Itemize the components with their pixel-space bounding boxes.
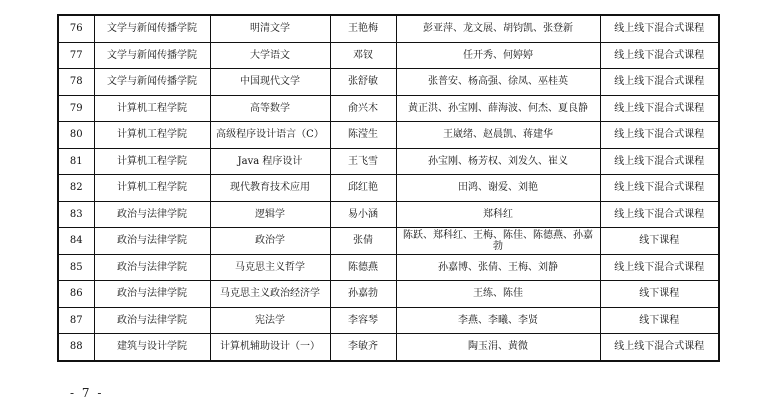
course-mode-cell: 线下课程 [600,281,719,308]
team-members-cell: 陈跃、郑科红、王梅、陈佳、陈德燕、孙嘉勃 [396,228,600,255]
course-name-cell: 宪法学 [210,307,330,334]
course-leader-cell: 王艳梅 [330,15,396,42]
course-mode-cell: 线上线下混合式课程 [600,69,719,96]
row-number-cell: 77 [58,42,94,69]
course-leader-cell: 邱红艳 [330,175,396,202]
table-row [58,42,719,69]
table-row [58,15,719,42]
table-row [58,228,719,255]
row-number-cell: 84 [58,228,94,255]
college-cell: 计算机工程学院 [94,175,210,202]
course-leader-cell: 李敏齐 [330,334,396,361]
college-cell: 建筑与设计学院 [94,334,210,361]
course-name-cell: 马克思主义哲学 [210,254,330,281]
course-mode-cell: 线下课程 [600,228,719,255]
table-row [58,281,719,308]
row-number-cell: 78 [58,69,94,96]
course-leader-cell: 易小涵 [330,201,396,228]
team-members-cell: 田鸿、谢爱、刘艳 [396,175,600,202]
course-name-cell: 逻辑学 [210,201,330,228]
team-members-cell: 王崴绪、赵晨凯、蒋建华 [396,122,600,149]
page-number: - 7 - [70,386,104,400]
course-name-cell: 大学语文 [210,42,330,69]
team-members-cell: 陶玉涓、黄微 [396,334,600,361]
row-number-cell: 86 [58,281,94,308]
course-mode-cell: 线上线下混合式课程 [600,15,719,42]
course-leader-cell: 张倩 [330,228,396,255]
team-members-cell: 张普安、杨高强、徐凤、巫桂英 [396,69,600,96]
table-row [58,95,719,122]
course-mode-cell: 线上线下混合式课程 [600,254,719,281]
course-name-cell: 中国现代文学 [210,69,330,96]
course-name-cell: 计算机辅助设计（一） [210,334,330,361]
course-mode-cell: 线上线下混合式课程 [600,334,719,361]
course-mode-cell: 线上线下混合式课程 [600,42,719,69]
college-cell: 政治与法律学院 [94,228,210,255]
college-cell: 计算机工程学院 [94,95,210,122]
course-leader-cell: 俞兴木 [330,95,396,122]
course-leader-cell: 陈德燕 [330,254,396,281]
row-number-cell: 82 [58,175,94,202]
course-name-cell: Java 程序设计 [210,148,330,175]
college-cell: 政治与法律学院 [94,281,210,308]
course-name-cell: 高等数学 [210,95,330,122]
course-leader-cell: 陈滢生 [330,122,396,149]
table-row [58,254,719,281]
course-mode-cell: 线上线下混合式课程 [600,122,719,149]
table-row [58,148,719,175]
course-name-cell: 现代教育技术应用 [210,175,330,202]
team-members-cell: 任开秀、何婷婷 [396,42,600,69]
course-leader-cell: 李容琴 [330,307,396,334]
college-cell: 政治与法律学院 [94,201,210,228]
college-cell: 文学与新闻传播学院 [94,15,210,42]
row-number-cell: 79 [58,95,94,122]
college-cell: 计算机工程学院 [94,148,210,175]
course-mode-cell: 线下课程 [600,307,719,334]
course-leader-cell: 邓钗 [330,42,396,69]
table-body [58,15,719,361]
course-mode-cell: 线上线下混合式课程 [600,95,719,122]
row-number-cell: 81 [58,148,94,175]
team-members-cell: 孙嘉博、张倩、王梅、刘静 [396,254,600,281]
course-name-cell: 马克思主义政治经济学 [210,281,330,308]
row-number-cell: 80 [58,122,94,149]
team-members-cell: 郑科红 [396,201,600,228]
team-members-cell: 彭亚萍、龙文展、胡钧凯、张登新 [396,15,600,42]
row-number-cell: 87 [58,307,94,334]
team-members-cell: 黄正洪、孙宝刚、薛海波、何杰、夏良静 [396,95,600,122]
college-cell: 文学与新闻传播学院 [94,69,210,96]
table-row [58,334,719,361]
course-leader-cell: 张舒敏 [330,69,396,96]
course-leader-cell: 王飞雪 [330,148,396,175]
table-row [58,307,719,334]
course-name-cell: 高级程序设计语言（C） [210,122,330,149]
table-row [58,69,719,96]
team-members-cell: 孙宝刚、杨芳权、刘发久、崔义 [396,148,600,175]
college-cell: 计算机工程学院 [94,122,210,149]
row-number-cell: 83 [58,201,94,228]
course-leader-cell: 孙嘉勃 [330,281,396,308]
row-number-cell: 76 [58,15,94,42]
course-mode-cell: 线上线下混合式课程 [600,148,719,175]
team-members-cell: 李燕、李曦、李贤 [396,307,600,334]
college-cell: 政治与法律学院 [94,307,210,334]
table-row [58,122,719,149]
row-number-cell: 88 [58,334,94,361]
table-row [58,201,719,228]
college-cell: 政治与法律学院 [94,254,210,281]
college-cell: 文学与新闻传播学院 [94,42,210,69]
course-mode-cell: 线上线下混合式课程 [600,201,719,228]
course-name-cell: 明清文学 [210,15,330,42]
table-row [58,175,719,202]
course-list-table [57,14,720,362]
team-members-cell: 王练、陈佳 [396,281,600,308]
course-name-cell: 政治学 [210,228,330,255]
row-number-cell: 85 [58,254,94,281]
course-mode-cell: 线上线下混合式课程 [600,175,719,202]
